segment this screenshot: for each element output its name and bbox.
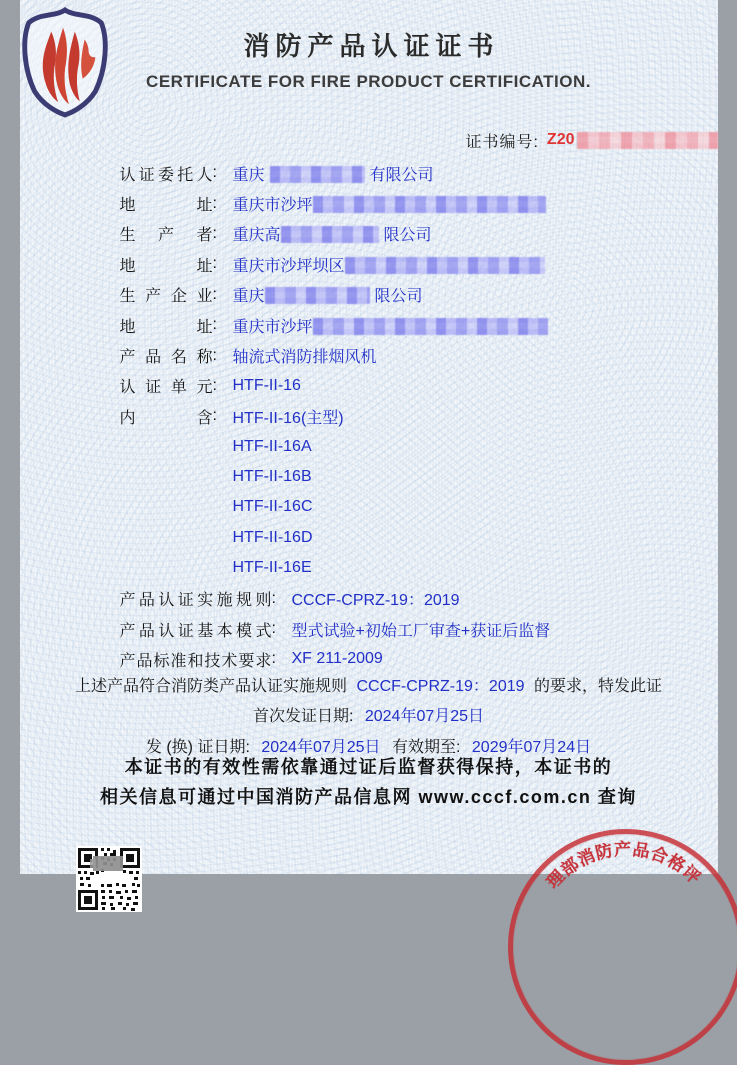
cert-number-redaction	[577, 132, 718, 149]
rule-label: 产 品 认 证 基 本 模 式	[120, 618, 272, 641]
rule-row-standard: 产 品 标 准 和 技 术 要 求 : XF 211-2009	[20, 644, 718, 674]
field-value: HTF-II-16	[233, 377, 301, 395]
redaction-block	[313, 318, 548, 335]
seal-char: 产	[612, 840, 633, 861]
cert-number-prefix: Z20	[547, 131, 575, 149]
field-row-producer: 生 产 者 : 重庆高 限公司	[20, 219, 718, 249]
rule-value: 型式试验+初始工厂审查+获证后监督	[292, 618, 551, 641]
seal-char: 消	[573, 845, 599, 871]
field-value: 轴流式消防排烟风机	[233, 344, 377, 367]
model-row	[20, 492, 718, 522]
certificate-page	[20, 0, 718, 874]
field-value: 重庆市沙坪	[233, 314, 548, 337]
cert-number-label: 证书编号:	[465, 129, 538, 152]
field-label: 地 址	[120, 314, 213, 337]
field-value: 重庆市沙坪坝区	[233, 253, 545, 276]
field-row-applicant: 认 证 委 托 人 : 重庆 有限公司	[20, 158, 718, 188]
field-row-includes: 内 含 : HTF-II-16(主型)	[20, 401, 718, 431]
footer-notice-line-1: 本证书的有效性需依靠通过证后监督获得保持，本证书的	[20, 753, 718, 779]
model-value: HTF-II-16A	[233, 438, 312, 456]
first-issue-date: 2024年07月25日	[365, 708, 484, 725]
rule-value: CCCF-CPRZ-19：2019	[292, 587, 460, 610]
rule-value: XF 211-2009	[292, 650, 383, 668]
seal-char: 评	[676, 861, 704, 889]
official-seal	[508, 829, 737, 1065]
model-row	[20, 432, 718, 462]
page-title: 消防产品认证证书	[26, 26, 718, 63]
title-block	[20, 0, 718, 92]
field-row-manufacturer: 生 产 企 业 : 重庆 限公司	[20, 280, 718, 310]
field-value: 重庆市沙坪	[233, 192, 546, 215]
field-label: 内 含	[120, 405, 213, 428]
redaction-block	[270, 166, 365, 183]
field-label: 认 证 单 元	[120, 374, 213, 397]
first-issue-line: 首次发证日期: 2024年07月25日	[20, 702, 718, 732]
seal-char: 品	[629, 840, 652, 863]
field-row-address-3: 地 址 : 重庆市沙坪	[20, 310, 718, 340]
conformity-statement: 上述产品符合消防类产品认证实施规则 CCCF-CPRZ-19：2019 的要求，特发此证	[20, 672, 718, 702]
redaction-block	[265, 287, 370, 304]
seal-ring	[508, 829, 737, 1065]
model-row	[20, 462, 718, 492]
field-label: 产 品 名 称	[120, 344, 213, 367]
field-value: HTF-II-16(主型)	[233, 405, 344, 428]
field-row-product-name: 产 品 名 称 : 轴流式消防排烟风机	[20, 340, 718, 370]
reissue-date: 2024年07月25日	[261, 739, 380, 756]
rule-label: 产 品 认 证 实 施 规 则	[120, 587, 272, 610]
rule-label: 产 品 标 准 和 技 术 要 求	[120, 648, 272, 671]
seal-char: 格	[662, 850, 689, 877]
field-label: 地 址	[120, 253, 213, 276]
page-subtitle: CERTIFICATE FOR FIRE PRODUCT CERTIFICATION.	[20, 72, 718, 92]
rule-code: CCCF-CPRZ-19：2019	[356, 678, 524, 695]
valid-until-date: 2029年07月24日	[472, 739, 591, 756]
model-value: HTF-II-16D	[233, 529, 313, 547]
redaction-block	[313, 196, 546, 213]
field-label: 生 产 者	[120, 222, 213, 245]
seal-char: 合	[646, 843, 672, 869]
field-label: 地 址	[120, 192, 213, 215]
field-value: 重庆高 限公司	[233, 222, 432, 245]
footer-notice-line-2: 相关信息可通过中国消防产品信息网 www.cccf.com.cn 查询	[20, 783, 718, 809]
seal-char: 防	[592, 840, 616, 864]
model-value: HTF-II-16B	[233, 468, 312, 486]
field-value: 重庆 有限公司	[233, 162, 434, 185]
seal-char: 理	[542, 865, 570, 893]
cert-number-row	[20, 130, 718, 150]
field-row-cert-unit: 认 证 单 元 : HTF-II-16	[20, 371, 718, 401]
field-row-address-2: 地 址 : 重庆市沙坪坝区	[20, 249, 718, 279]
field-value: 重庆 限公司	[233, 283, 423, 306]
field-row-address-1: 地 址 : 重庆市沙坪	[20, 188, 718, 218]
field-label: 生 产 企 业	[120, 283, 213, 306]
model-row	[20, 553, 718, 583]
fields-body	[20, 158, 718, 675]
seal-char: 部	[556, 854, 584, 882]
fire-shield-logo	[16, 4, 114, 118]
model-value: HTF-II-16C	[233, 498, 313, 516]
redaction-block	[281, 226, 379, 243]
qr-code	[76, 846, 142, 912]
field-label: 认 证 委 托 人	[120, 162, 213, 185]
model-value: HTF-II-16E	[233, 559, 312, 577]
redaction-block	[345, 257, 545, 274]
model-row	[20, 523, 718, 553]
rule-row-mode: 产 品 认 证 基 本 模 式 : 型式试验+初始工厂审查+获证后监督	[20, 614, 718, 644]
qr-redaction	[93, 856, 123, 871]
reissue-line: 发 (换) 证日期: 2024年07月25日 有效期至: 2029年07月24日	[20, 733, 718, 763]
rule-row-implementation: 产 品 认 证 实 施 规 则 : CCCF-CPRZ-19：2019	[20, 583, 718, 613]
